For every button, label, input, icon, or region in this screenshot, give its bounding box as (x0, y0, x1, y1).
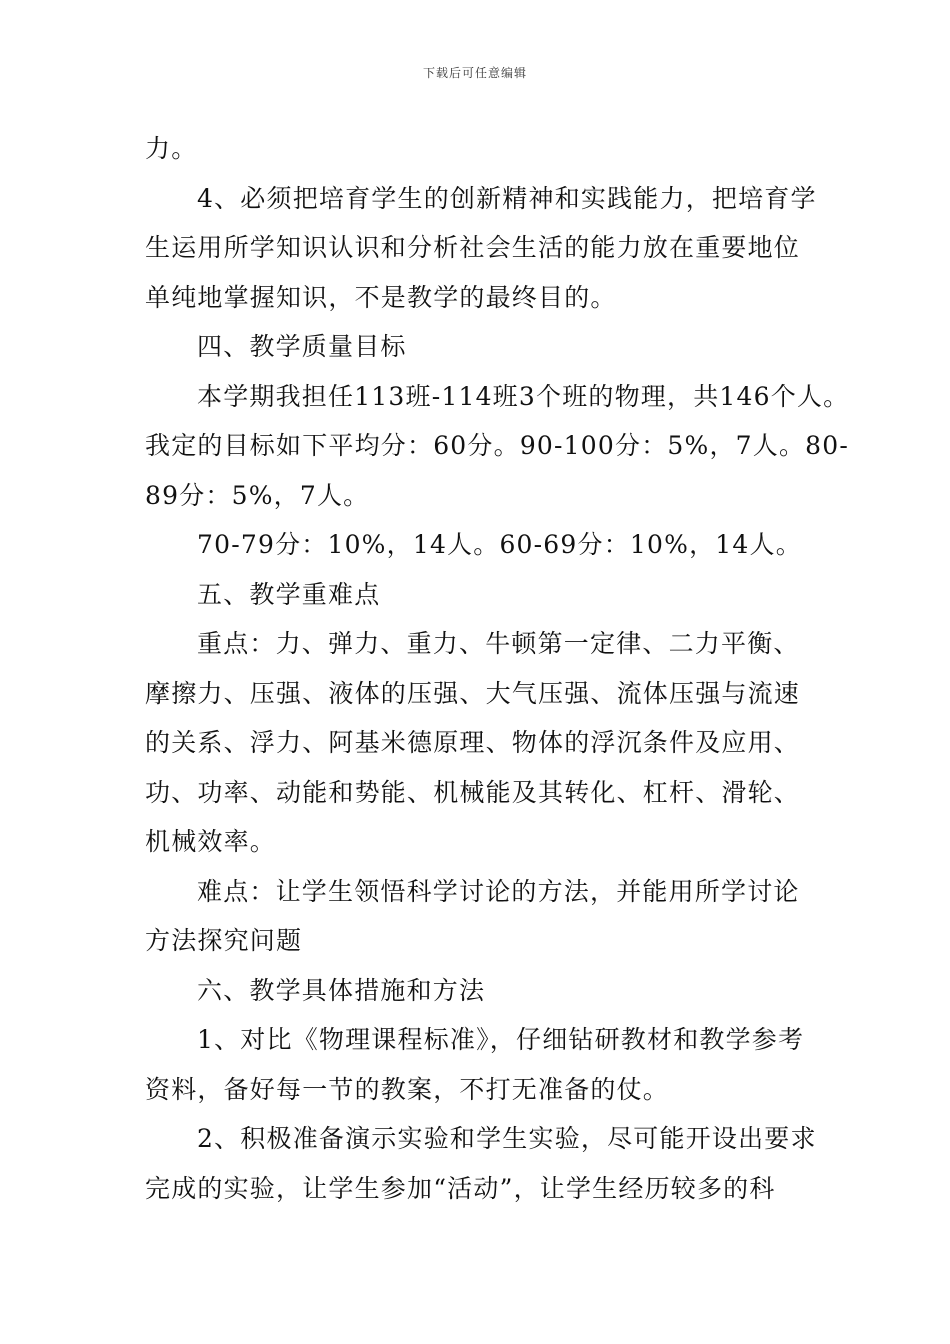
text-line: 本学期我担任113班-114班3个班的物理，共146个人。 (197, 381, 850, 411)
text-line: 89分：5%，7人。 (145, 480, 370, 510)
text-line: 生运用所学知识认识和分析社会生活的能力放在重要地位 (145, 233, 801, 262)
text-line: 功、功率、动能和势能、机械能及其转化、杠杆、滑轮、 (145, 777, 801, 807)
text-line: 我定的目标如下平均分：60分。90-100分：5%，7人。80- (145, 431, 850, 460)
text-line: 难点：让学生领悟科学讨论的方法，并能用所学讨论 (197, 876, 800, 906)
text-line: 单纯地掌握知识，不是教学的最终目的。 (145, 282, 617, 312)
page-header: 下载后可任意编辑 (422, 66, 527, 80)
text-line: 方法探究问题 (145, 926, 303, 955)
text-line: 力。 (145, 134, 198, 163)
text-line: 资料，备好每一节的教案，不打无准备的仗。 (145, 1074, 670, 1104)
text-line: 的关系、浮力、阿基米德原理、物体的浮沉条件及应用、 (145, 728, 801, 757)
document-body (145, 124, 850, 1213)
section-heading: 六、教学具体措施和方法 (197, 975, 486, 1005)
section-heading: 五、教学重难点 (197, 579, 381, 609)
section-heading: 四、教学质量目标 (197, 332, 407, 361)
text-line: 重点：力、弹力、重力、牛顿第一定律、二力平衡、 (197, 629, 800, 658)
text-line: 4、必须把培育学生的创新精神和实践能力，把培育学 (197, 183, 817, 213)
text-line: 70-79分：10%，14人。60-69分：10%，14人。 (197, 530, 802, 559)
text-line: 机械效率。 (145, 827, 277, 856)
text-line: 摩擦力、压强、液体的压强、大气压强、流体压强与流速 (145, 678, 801, 708)
text-line: 2、积极准备演示实验和学生实验，尽可能开设出要求 (197, 1124, 817, 1153)
text-line: 完成的实验，让学生参加“活动”，让学生经历较多的科 (145, 1173, 776, 1203)
text-line: 1、对比《物理课程标准》，仔细钻研教材和教学参考 (197, 1025, 805, 1054)
